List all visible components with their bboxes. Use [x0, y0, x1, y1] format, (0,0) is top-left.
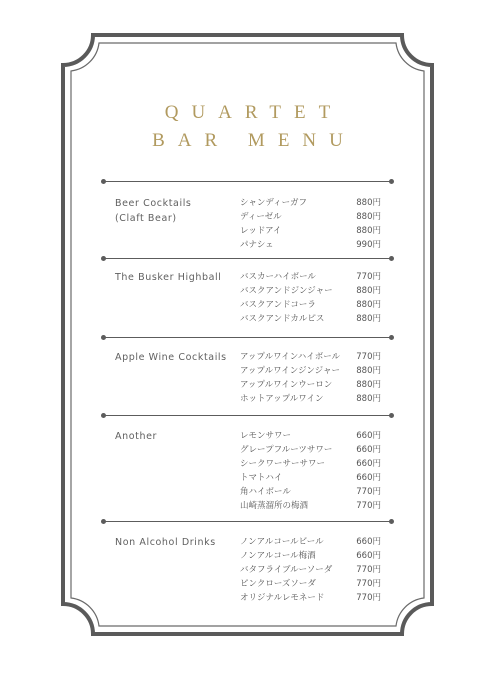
menu-item-price: 660円: [356, 459, 381, 469]
menu-item-price: 880円: [356, 198, 381, 208]
menu-item-name: ノンアルコールビール: [240, 537, 324, 547]
menu-item-name: バスクアンドコーラ: [240, 300, 316, 310]
menu-item-price: 770円: [356, 272, 381, 282]
menu-item-price: 880円: [356, 314, 381, 324]
section-title: Beer Cocktails (Claft Bear): [115, 198, 192, 224]
menu-item-price: 770円: [356, 501, 381, 511]
menu-item-name: 山崎蒸溜所の梅酒: [240, 501, 309, 511]
menu-item-name: トマトハイ: [240, 473, 283, 483]
menu-item-price: 660円: [356, 551, 381, 561]
menu-item-name: バスクアンドカルピス: [240, 314, 325, 324]
menu-item-name: ノンアルコール梅酒: [240, 551, 316, 561]
menu-item-price: 660円: [356, 537, 381, 547]
menu-item-price: 770円: [356, 593, 381, 603]
menu-item-name: レッドアイ: [240, 226, 282, 236]
menu-item-name: バスクアンドジンジャー: [240, 286, 333, 296]
menu-item-name: レモンサワー: [240, 431, 292, 441]
menu-item-price: 770円: [356, 487, 381, 497]
section-divider: [104, 258, 391, 259]
section-divider: [104, 181, 391, 182]
menu-item-name: ディーゼル: [240, 212, 282, 222]
menu-item-price: 660円: [356, 445, 381, 455]
menu-item-price: 880円: [356, 366, 381, 376]
menu-item-name: アップルワインウーロン: [240, 380, 333, 390]
menu-title-line2: BAR MENU: [152, 130, 356, 151]
section-divider: [104, 415, 391, 416]
menu-item-name: オリジナルレモネード: [240, 593, 325, 603]
menu-item-price: 770円: [356, 579, 381, 589]
section-divider: [104, 521, 391, 522]
menu-item-name: バスカーハイボール: [240, 272, 316, 282]
menu-item-price: 880円: [356, 226, 381, 236]
menu-item-price: 880円: [356, 300, 381, 310]
section-title: Apple Wine Cocktails: [115, 352, 227, 363]
menu-item-price: 880円: [356, 212, 381, 222]
menu-item-price: 660円: [356, 473, 381, 483]
menu-item-name: シャンディーガフ: [240, 198, 307, 208]
menu-item-price: 770円: [356, 565, 381, 575]
section-title: The Busker Highball: [115, 272, 222, 283]
menu-title-line1: QUARTET: [164, 102, 344, 123]
menu-item-price: 660円: [356, 431, 381, 441]
menu-item-name: 角ハイボール: [240, 487, 291, 497]
menu-item-price: 770円: [356, 352, 381, 362]
menu-item-name: アップルワインハイボール: [240, 352, 341, 362]
menu-item-name: ピンクローズソーダ: [240, 579, 316, 589]
menu-item-name: グレープフルーツサワー: [240, 445, 333, 455]
section-divider: [104, 337, 391, 338]
menu-item-name: ホットアップルワイン: [240, 394, 324, 404]
menu-item-name: バタフライブルーソーダ: [240, 565, 333, 575]
menu-item-price: 880円: [356, 380, 381, 390]
section-title: Another: [115, 431, 158, 442]
menu-item-price: 990円: [356, 240, 381, 250]
menu-item-name: パナシェ: [240, 240, 274, 250]
menu-item-price: 880円: [356, 394, 381, 404]
menu-item-price: 880円: [356, 286, 381, 296]
menu-item-name: シークワーサーサワー: [240, 459, 326, 469]
menu-item-name: アップルワインジンジャー: [240, 366, 341, 376]
section-title: Non Alcohol Drinks: [115, 537, 216, 548]
